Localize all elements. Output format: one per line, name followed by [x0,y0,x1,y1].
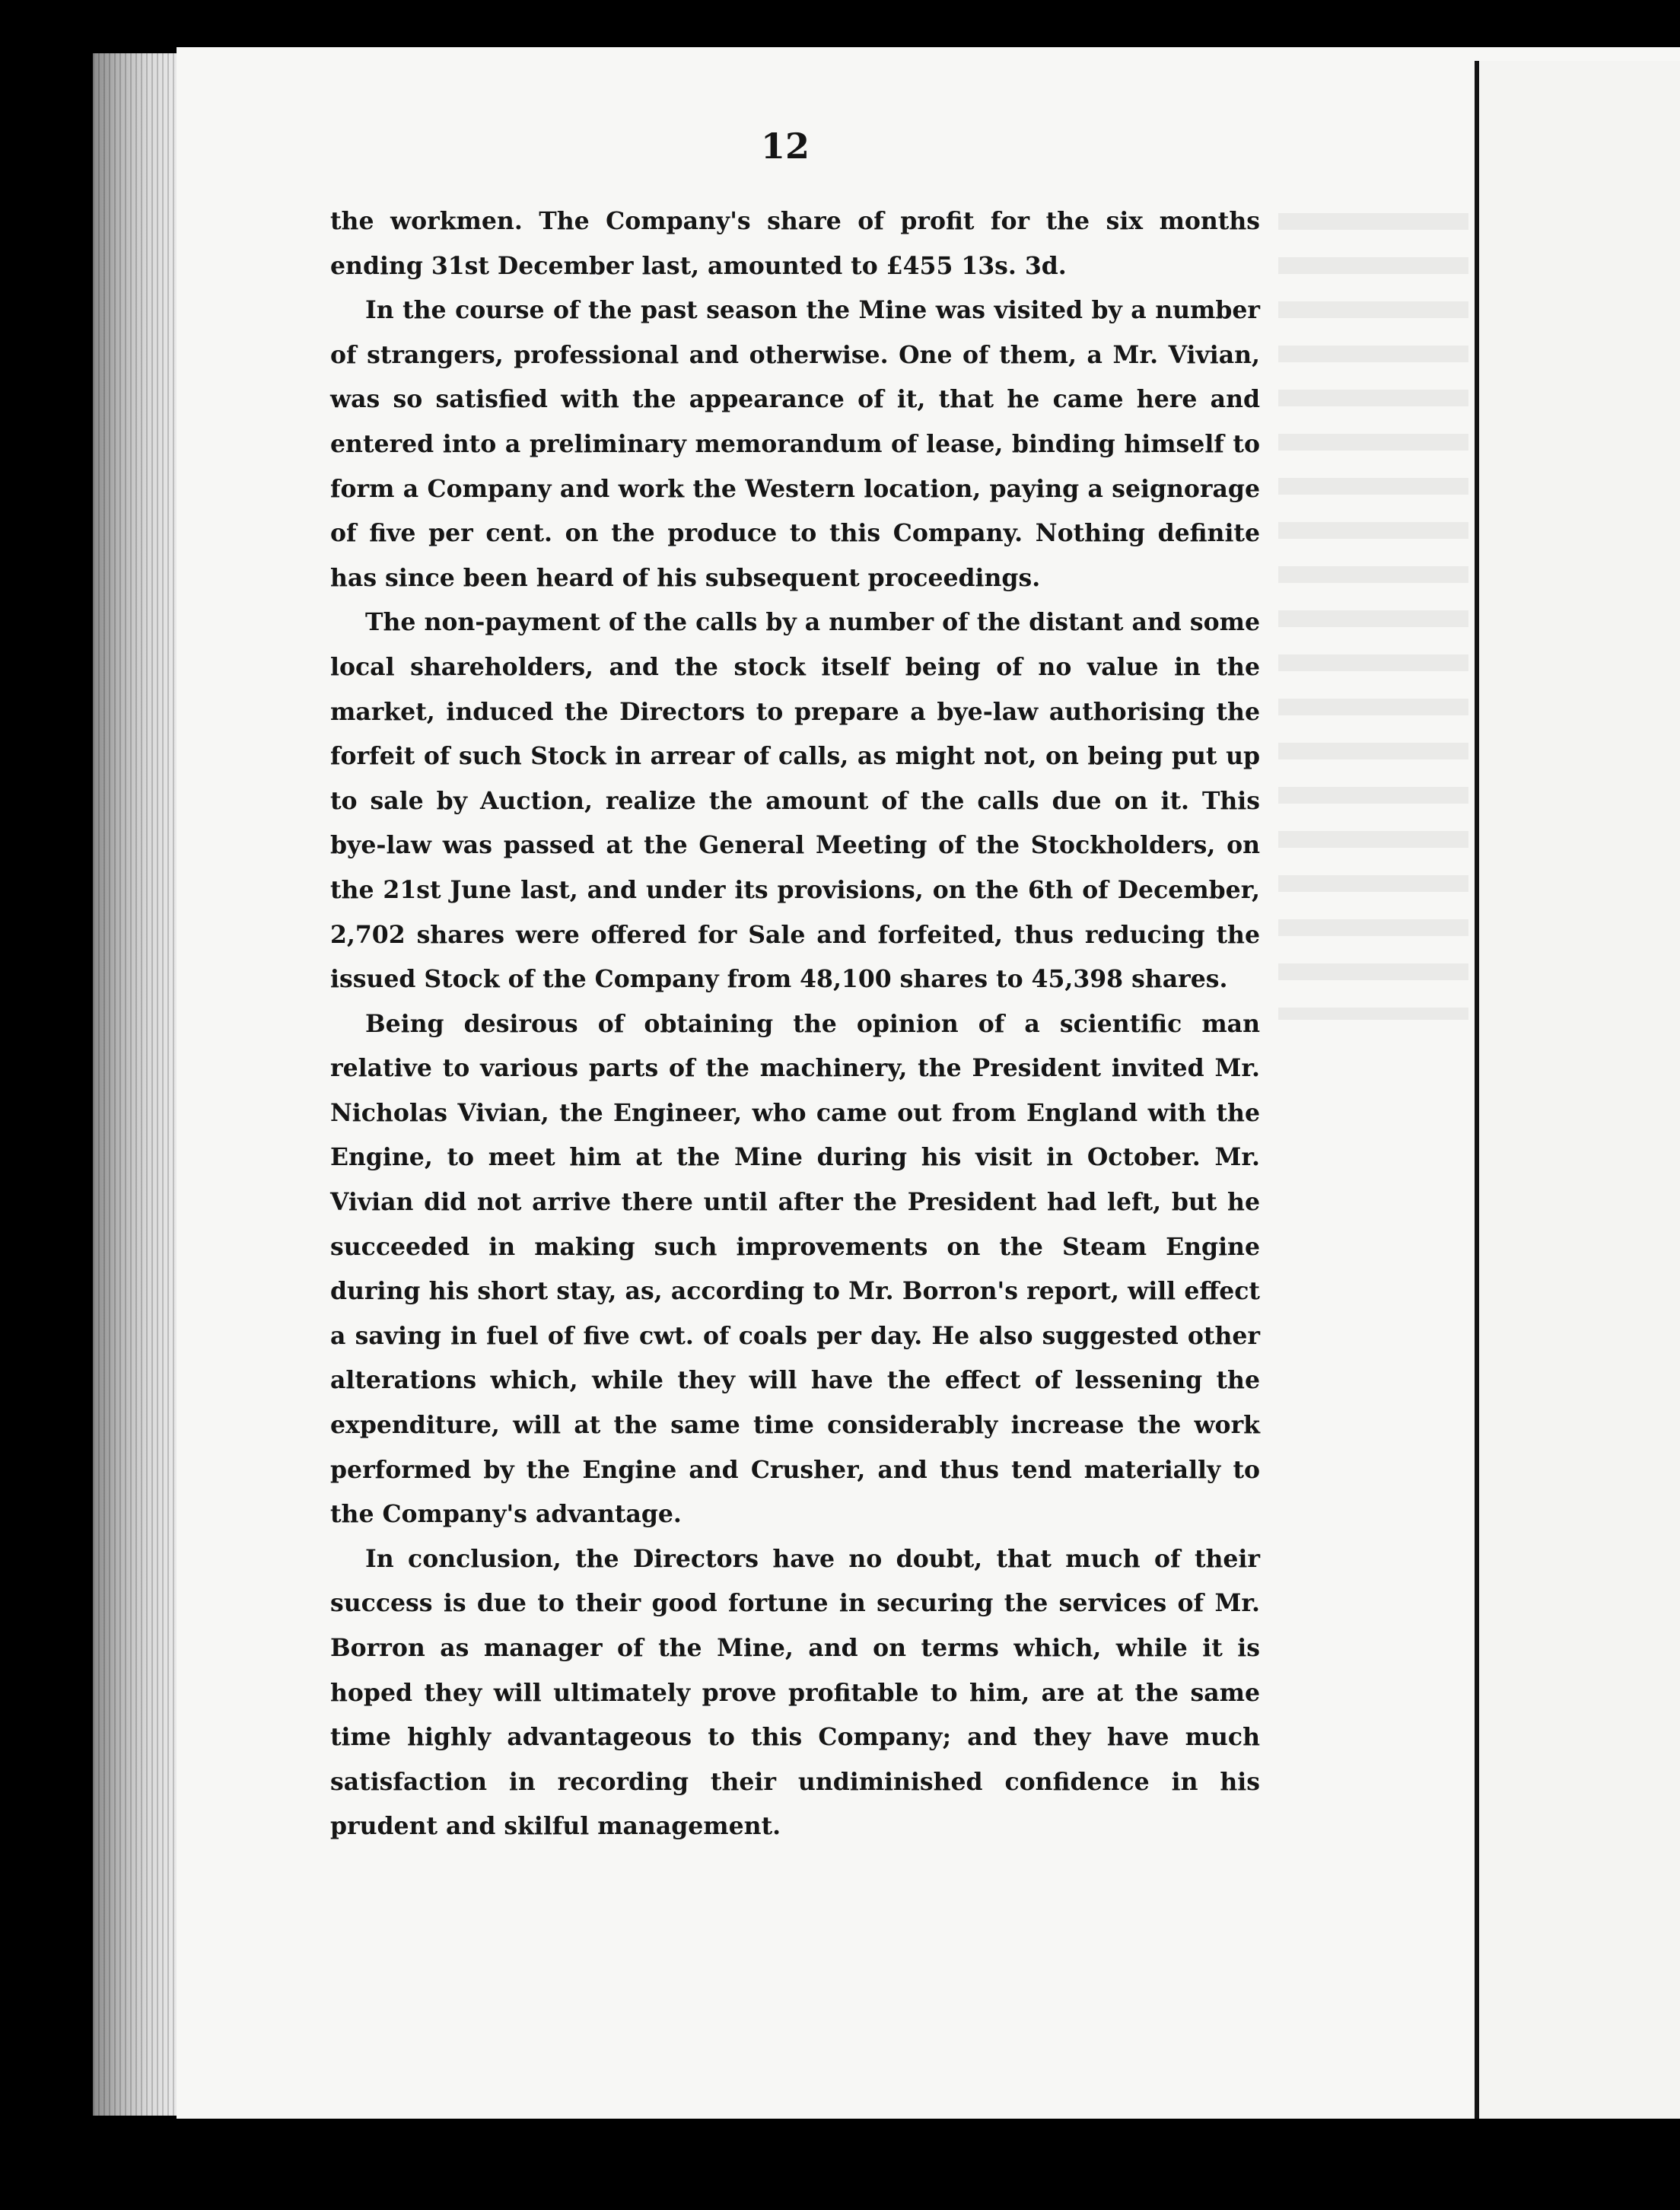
facing-page-edge [1479,61,1680,2119]
paragraph: the workmen. The Company's share of profit for the six months ending 31st December last, amounted to £455 13s. 3d. [330,207,1260,280]
paragraph: In the course of the past season the Mine was visited by a number of strangers, professional and otherwise. One of them, a Mr. Vivian, was so satisfied with the appearance of it, that he came here and entered into a preliminary memorandum of lease, binding himself to form a Company and work the Western location, paying a seignorage of five per cent. on the produce to this Company. Nothing definite has since been heard of his subsequent proceedings. [330,296,1260,592]
paragraph: The non-payment of the calls by a number of the distant and some local shareholders, and the stock itself being of no value in the market, induced the Directors to prepare a bye-law authorising the forfeit of such Stock in arrear of calls, as might not, on being put up to sale by Auction, realize the amount of the calls due on it. This bye-law was passed at the General Meeting of the Stockholders, on the 21st June last, and under its provisions, on the 6th of December, 2,702 shares were offered for Sale and forfeited, thus reducing the issued Stock of the Company from 48,100 shares to 45,398 shares. [330,608,1260,994]
paragraph: In conclusion, the Directors have no doubt, that much of their success is due to their good fortune in securing the services of Mr. Borron as manager of the Mine, and on terms which, while it is hoped they will ultimately prove profitable to him, are at the same time highly advantageous to this Company; and they have much satisfaction in recording their undiminished confidence in his prudent and skilful management. [330,1544,1260,1841]
page-gutter-line [1475,61,1479,2119]
page-edge-stack [93,53,184,2116]
page-number: 12 [761,126,810,167]
body-text [330,199,1260,1849]
paragraph: Being desirous of obtaining the opinion of a scientific man relative to various parts of the machinery, the President invited Mr. Nicholas Vivian, the Engineer, who came out from England with the Engine, to meet him at the Mine during his visit in October. Mr. Vivian did not arrive there until after the President had left, but he succeeded in making such improvements on the Steam Engine during his short stay, as, according to Mr. Borron's report, will effect a saving in fuel of five cwt. of coals per day. He also suggested other alterations which, while they will have the effect of lessening the expenditure, will at the same time considerably increase the work performed by the Engine and Crusher, and thus tend materially to the Company's advantage. [330,1009,1260,1529]
bleed-through-shadow [1278,213,1468,1020]
